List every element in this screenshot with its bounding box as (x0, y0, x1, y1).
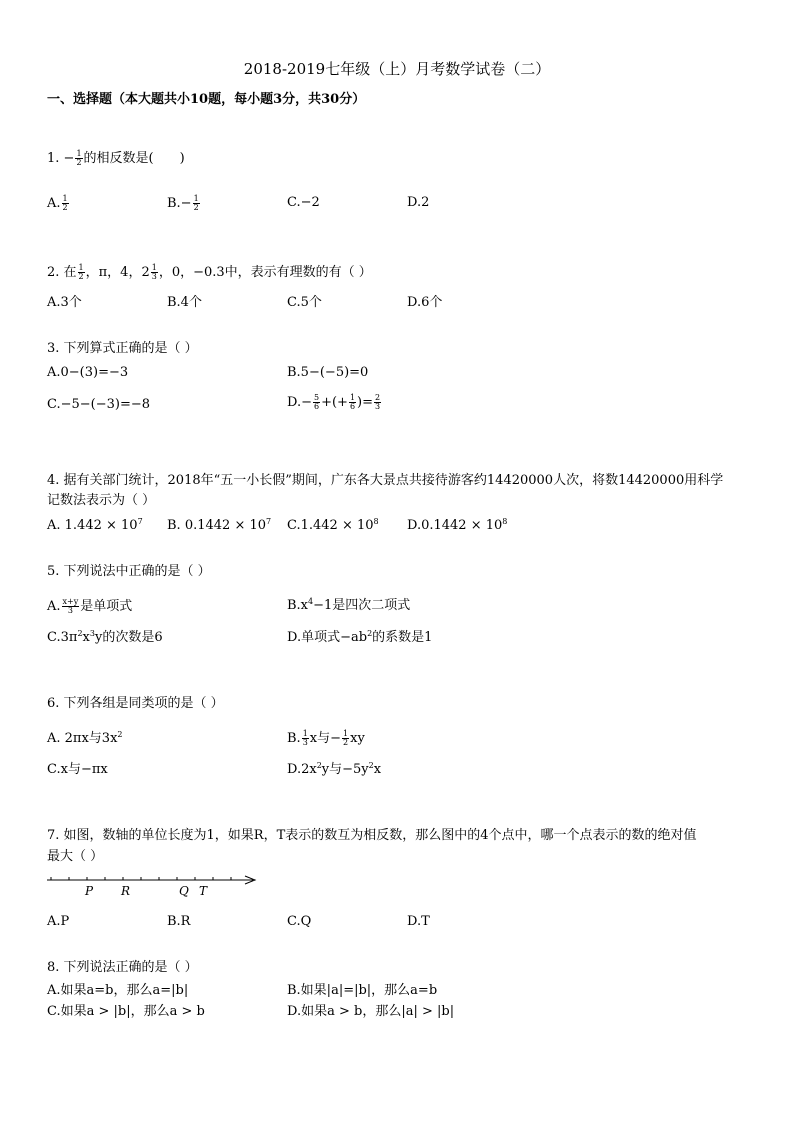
q5-option-b[interactable]: $B.x^4-1$是四次二项式 (287, 597, 411, 613)
question-4-stem-line1: 4. 据有关部门统计，2018年“五一小长假”期间，广东各大景点共接待游客约14420000人次，将数14420000用科学 (47, 473, 724, 488)
q5-option-a[interactable]: A. $\frac{x+y}{3}$ 是单项式 (47, 597, 133, 615)
page-title: 2018-2019七年级（上）月考数学试卷（二） (243, 60, 551, 78)
question-4-stem-line2: 记数法表示为（ ） (47, 493, 156, 508)
q3-option-c[interactable]: C.−5−(−3)=−8 (47, 397, 151, 412)
q6-option-d[interactable]: $D.2x^2y$与$-5y^2x$ (287, 761, 382, 777)
q4-option-a[interactable]: A. $1.442 \times 10^7$ (47, 517, 143, 533)
q3-option-d[interactable]: D.− $\frac{5}{6}$ +(+ $\frac{1}{6}$ )= $\frac{2}{3}$ (287, 393, 381, 411)
question-7-stem-line1: 7. 如图，数轴的单位长度为1，如果R，T表示的数互为相反数，那么图中的4个点中，哪一个点表示的数的绝对值 (47, 828, 697, 843)
q3-option-a[interactable]: A.0−(3)=−3 (47, 365, 129, 380)
q5-option-d[interactable]: D.单项式$-ab^2$的系数是1 (287, 629, 433, 645)
point-label-t: T (199, 884, 208, 898)
q1-option-a[interactable]: A. $\frac{1}{2}$ (47, 194, 68, 212)
q2-option-a[interactable]: A.3个 (47, 295, 82, 310)
q4-option-b[interactable]: B. $0.1442 \times 10^7$ (167, 517, 272, 533)
q6-option-a[interactable]: A. 2πx与$3x^2$ (47, 730, 123, 746)
q1-option-b[interactable]: B.− $\frac{1}{2}$ (167, 194, 199, 212)
point-label-p: P (85, 884, 94, 898)
question-7-stem-line2: 最大（ ） (47, 849, 104, 864)
q7-option-b[interactable]: B.R (167, 914, 191, 929)
question-3-stem: 3. 下列算式正确的是（ ） (47, 341, 198, 356)
question-6-stem: 6. 下列各组是同类项的是（ ） (47, 696, 224, 711)
question-number: 1. (47, 151, 60, 166)
q5-option-c[interactable]: $C.3\pi^2x^3y$的次数是6 (47, 629, 163, 645)
q8-option-c[interactable]: C.如果a > |b|，那么a > b (47, 1004, 205, 1019)
q4-option-d[interactable]: $D.0.1442 \times 10^8$ (407, 517, 508, 533)
q6-option-b[interactable]: B. $\frac{1}{3}$ x与− $\frac{1}{2}$ xy (287, 729, 365, 747)
minus-sign: − (63, 151, 75, 166)
q1-option-d[interactable]: D.2 (407, 195, 430, 210)
q2-option-d[interactable]: D.6个 (407, 295, 443, 310)
q3-option-b[interactable]: B.5−(−5)=0 (287, 365, 369, 380)
point-label-r: R (121, 884, 131, 898)
q4-option-c[interactable]: $C.1.442 \times 10^8$ (287, 517, 379, 533)
question-8-stem: 8. 下列说法正确的是（ ） (47, 960, 198, 975)
q6-option-c[interactable]: C.x与−πx (47, 762, 108, 777)
q2-option-b[interactable]: B.4个 (167, 295, 202, 310)
question-2-stem: 2. 在 $\frac{1}{2}$ ，π，4，2 $\frac{1}{3}$ ，0，−0.3中，表示有理数的有（ ） (47, 263, 372, 281)
fraction: $\frac{1}{2}$ (76, 149, 82, 167)
number-line-figure (45, 870, 265, 900)
question-5-stem: 5. 下列说法中正确的是（ ） (47, 564, 211, 579)
q8-option-d[interactable]: D.如果a > b，那么|a| > |b| (287, 1004, 455, 1019)
question-text: 的相反数是( ) (83, 151, 185, 166)
q2-option-c[interactable]: C.5个 (287, 295, 322, 310)
section-heading: 一、选择题（本大题共小10题，每小题3分，共30分） (47, 92, 366, 107)
q8-option-b[interactable]: B.如果|a|=|b|，那么a=b (287, 983, 438, 998)
q7-option-a[interactable]: A.P (47, 914, 70, 929)
q7-option-d[interactable]: D.T (407, 914, 430, 929)
q8-option-a[interactable]: A.如果a=b，那么a=|b| (47, 983, 189, 998)
q7-option-c[interactable]: C.Q (287, 914, 312, 929)
point-label-q: Q (179, 884, 189, 898)
question-1-stem (47, 150, 185, 167)
q1-option-c[interactable]: C.−2 (287, 195, 320, 210)
